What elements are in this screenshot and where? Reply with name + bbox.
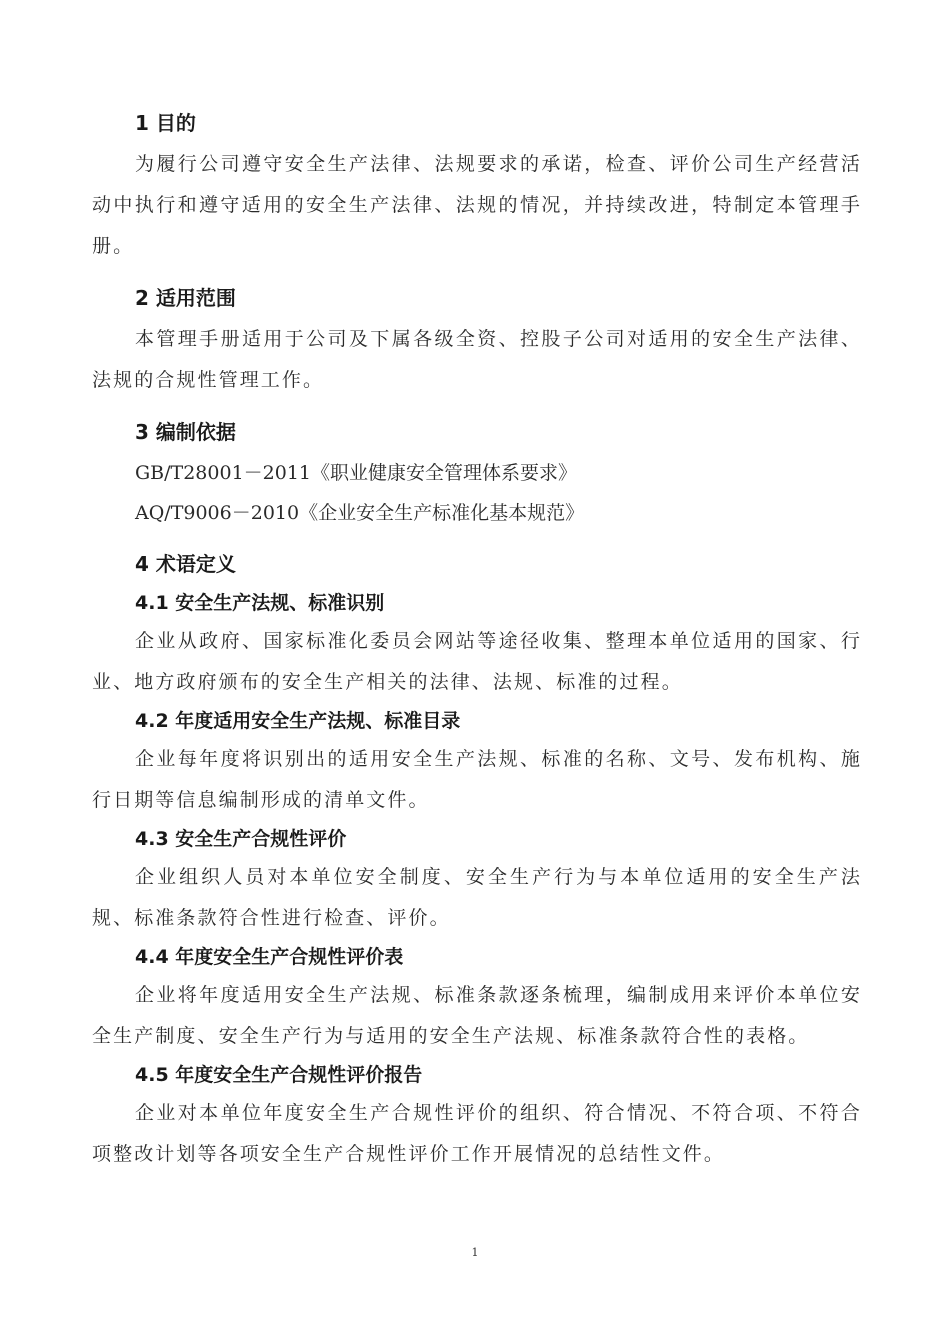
term-body: 企业每年度将识别出的适用安全生产法规、标准的名称、文号、发布机构、施行日期等信息编制形成的清单文件。 <box>92 748 862 811</box>
term-body: 企业对本单位年度安全生产合规性评价的组织、符合情况、不符合项、不符合项整改计划等各项安全生产合规性评价工作开展情况的总结性文件。 <box>92 1102 862 1165</box>
term-title: 4.2 年度适用安全生产法规、标准目录 <box>135 710 461 732</box>
term-title: 4.4 年度安全生产合规性评价表 <box>135 946 404 968</box>
section-heading-definitions: 4 术语定义 <box>135 552 236 576</box>
term-title: 4.3 安全生产合规性评价 <box>135 828 347 850</box>
section-paragraph-scope: 本管理手册适用于公司及下属各级全资、控股子公司对适用的安全生产法律、法规的合规性管理工作。 <box>92 328 862 391</box>
section-paragraph-purpose: 为履行公司遵守安全生产法律、法规要求的承诺，检查、评价公司生产经营活动中执行和遵守适用的安全生产法律、法规的情况，并持续改进，特制定本管理手册。 <box>92 153 862 257</box>
reference-standard: GB/T28001－2011《职业健康安全管理体系要求》 <box>135 462 578 484</box>
section-heading-purpose: 1 目的 <box>135 111 196 135</box>
section-heading-basis: 3 编制依据 <box>135 420 236 444</box>
document-body <box>92 106 862 1175</box>
term-body: 企业将年度适用安全生产法规、标准条款逐条梳理，编制成用来评价本单位安全生产制度、安全生产行为与适用的安全生产法规、标准条款符合性的表格。 <box>92 984 862 1047</box>
term-body: 企业组织人员对本单位安全制度、安全生产行为与本单位适用的安全生产法规、标准条款符合性进行检查、评价。 <box>92 866 862 929</box>
page-number: 1 <box>471 1246 479 1259</box>
term-title: 4.5 年度安全生产合规性评价报告 <box>135 1064 423 1086</box>
term-title: 4.1 安全生产法规、标准识别 <box>135 592 385 614</box>
section-heading-scope: 2 适用范围 <box>135 286 236 310</box>
reference-standard: AQ/T9006－2010《企业安全生产标准化基本规范》 <box>135 502 585 524</box>
term-body: 企业从政府、国家标准化委员会网站等途径收集、整理本单位适用的国家、行业、地方政府颁布的安全生产相关的法律、法规、标准的过程。 <box>92 630 862 693</box>
